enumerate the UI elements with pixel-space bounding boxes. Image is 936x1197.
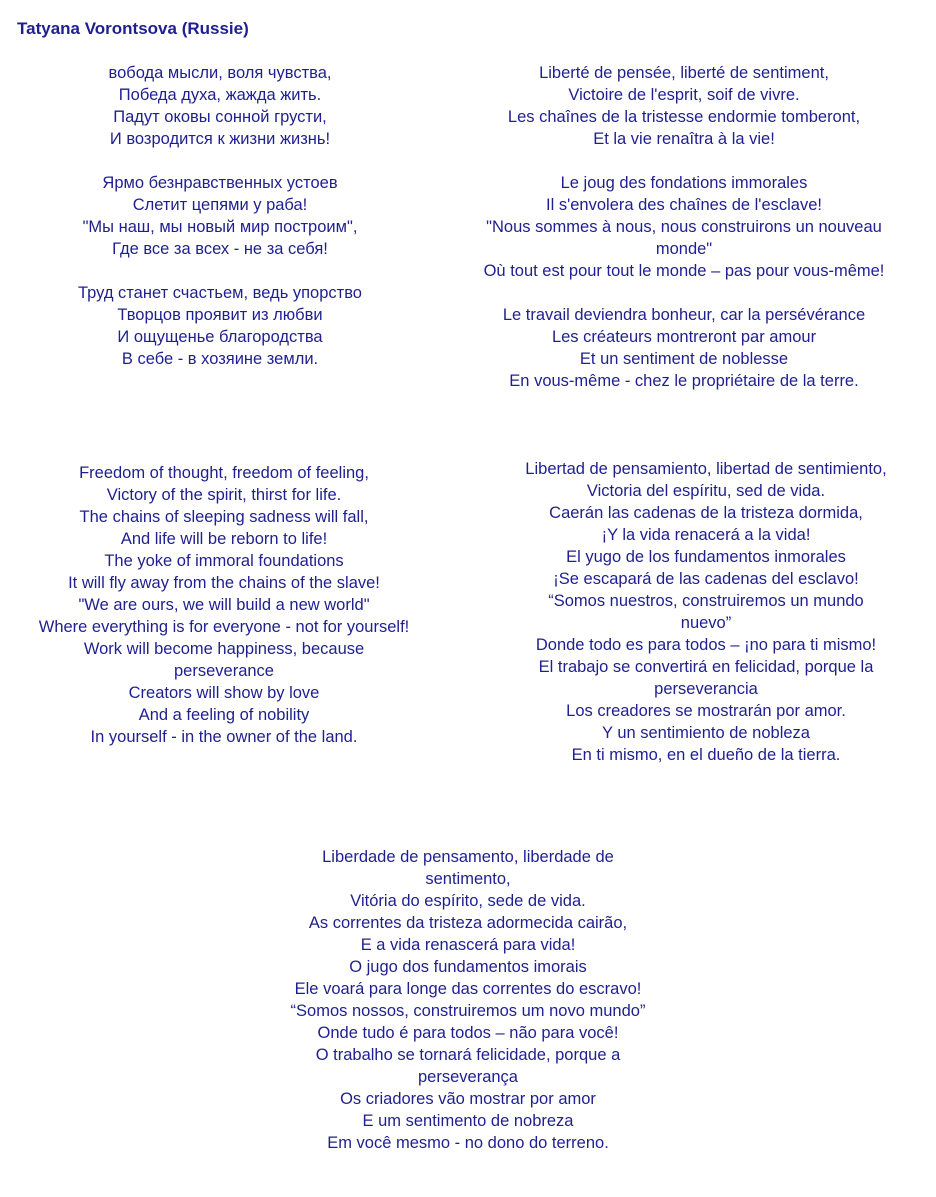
poem-french xyxy=(448,62,920,392)
poem-line: ¡Se escapará de las cadenas del esclavo! xyxy=(553,570,859,588)
poem-line: Caerán las cadenas de la tristeza dormida, xyxy=(549,504,863,522)
poem-line: Le joug des fondations immorales xyxy=(560,174,808,192)
poem-line: perseverancia xyxy=(654,680,758,698)
poem-line: And a feeling of nobility xyxy=(138,706,310,724)
poem-line: Падут оковы сонной грусти, xyxy=(113,108,327,126)
poem-line: Creators will show by love xyxy=(128,684,320,702)
poem-line: O trabalho se tornará felicidade, porque a xyxy=(315,1046,621,1064)
poem-line: Et un sentiment de noblesse xyxy=(579,350,789,368)
poem-line: En vous-même - chez le propriétaire de la terre. xyxy=(509,372,859,390)
poem-line: Где все за всех - не за себя! xyxy=(112,240,328,258)
poem-line: Победа духа, жажда жить. xyxy=(118,86,322,104)
poem-line: Victoria del espíritu, sed de vida. xyxy=(586,482,826,500)
poem-line: perseverance xyxy=(174,662,274,680)
poem-line: Y un sentimiento de nobleza xyxy=(602,724,810,742)
author-heading: Tatyana Vorontsova (Russie) xyxy=(17,19,249,38)
poem-english xyxy=(0,462,448,748)
poem-line: Os criadores vão mostrar por amor xyxy=(340,1090,596,1108)
poem-line: Liberdade de pensamento, liberdade de xyxy=(322,848,614,866)
poem-line: Il s'envolera des chaînes de l'esclave! xyxy=(546,196,822,214)
poem-line: nuevo” xyxy=(680,614,732,632)
poem-line: El yugo de los fundamentos inmorales xyxy=(566,548,846,566)
poem-line: The chains of sleeping sadness will fall, xyxy=(79,508,369,526)
stanza-break xyxy=(448,282,920,304)
poem-line: Où tout est pour tout le monde – pas pour vous-même! xyxy=(483,262,885,280)
poem-line: E um sentimento de nobreza xyxy=(362,1112,574,1130)
poem-line: It will fly away from the chains of the slave! xyxy=(68,574,380,592)
poem-line: В себе - в хозяине земли. xyxy=(121,350,319,368)
poem-line: Where everything is for everyone - not for yourself! xyxy=(38,618,410,636)
poem-line: Liberté de pensée, liberté de sentiment, xyxy=(539,64,829,82)
poem-line: E a vida renascerá para vida! xyxy=(360,936,576,954)
poem-line: Ele voará para longe das correntes do escravo! xyxy=(294,980,642,998)
poem-portuguese xyxy=(228,846,708,1154)
stanza-break xyxy=(448,150,920,172)
poem-line: Ярмо безнравственных устоев xyxy=(102,174,338,192)
poem-line: As correntes da tristeza adormecida cairão, xyxy=(308,914,628,932)
poem-line: "Мы наш, мы новый мир построим", xyxy=(82,218,358,236)
poem-line: O jugo dos fundamentos imorais xyxy=(349,958,587,976)
stanza-break xyxy=(0,260,440,282)
poem-line: And life will be reborn to life! xyxy=(120,530,328,548)
poem-line: Les chaînes de la tristesse endormie tomberont, xyxy=(507,108,861,126)
poem-line: Le travail deviendra bonheur, car la persévérance xyxy=(502,306,866,324)
poem-line: Work will become happiness, because xyxy=(83,640,365,658)
poem-line: Libertad de pensamiento, libertad de sentimiento, xyxy=(525,460,887,478)
poem-line: Слетит цепями у раба! xyxy=(132,196,308,214)
poem-line: Les créateurs montreront par amour xyxy=(551,328,817,346)
poem-line: Onde tudo é para todos – não para você! xyxy=(317,1024,619,1042)
poem-line: monde" xyxy=(655,240,713,258)
poem-line: Vitória do espírito, sede de vida. xyxy=(350,892,586,910)
poem-line: ¡Y la vida renacerá a la vida! xyxy=(601,526,811,544)
poem-line: “Somos nossos, construiremos um novo mundo” xyxy=(290,1002,646,1020)
poem-line: И ощущенье благородства xyxy=(117,328,323,346)
poem-line: In yourself - in the owner of the land. xyxy=(90,728,358,746)
poem-line: El trabajo se convertirá en felicidad, porque la xyxy=(538,658,874,676)
poem-line: “Somos nuestros, construiremos un mundo xyxy=(548,592,864,610)
poem-russian xyxy=(0,62,440,370)
poem-line: The yoke of immoral foundations xyxy=(104,552,344,570)
poem-line: Em você mesmo - no dono do terreno. xyxy=(327,1134,609,1152)
poem-line: "Nous sommes à nous, nous construirons un nouveau xyxy=(486,218,882,236)
poem-line: En ti mismo, en el dueño de la tierra. xyxy=(571,746,841,764)
poem-line: Donde todo es para todos – ¡no para ti mismo! xyxy=(535,636,877,654)
poem-line: Victory of the spirit, thirst for life. xyxy=(106,486,342,504)
poem-line: Et la vie renaîtra à la vie! xyxy=(593,130,775,148)
poem-line: perseverança xyxy=(418,1068,518,1086)
poem-line: Труд станет счастьем, ведь упорство xyxy=(78,284,362,302)
poem-line: вобода мысли, воля чувства, xyxy=(108,64,332,82)
poem-line: И возродится к жизни жизнь! xyxy=(109,130,331,148)
poem-line: Los creadores se mostrarán por amor. xyxy=(566,702,846,720)
poem-line: Творцов проявит из любви xyxy=(117,306,323,324)
poem-line: Victoire de l'esprit, soif de vivre. xyxy=(568,86,800,104)
poem-line: sentimento, xyxy=(425,870,511,888)
poem-line: "We are ours, we will build a new world" xyxy=(78,596,370,614)
poem-line: Freedom of thought, freedom of feeling, xyxy=(79,464,369,482)
stanza-break xyxy=(0,150,440,172)
poem-spanish xyxy=(486,458,926,766)
